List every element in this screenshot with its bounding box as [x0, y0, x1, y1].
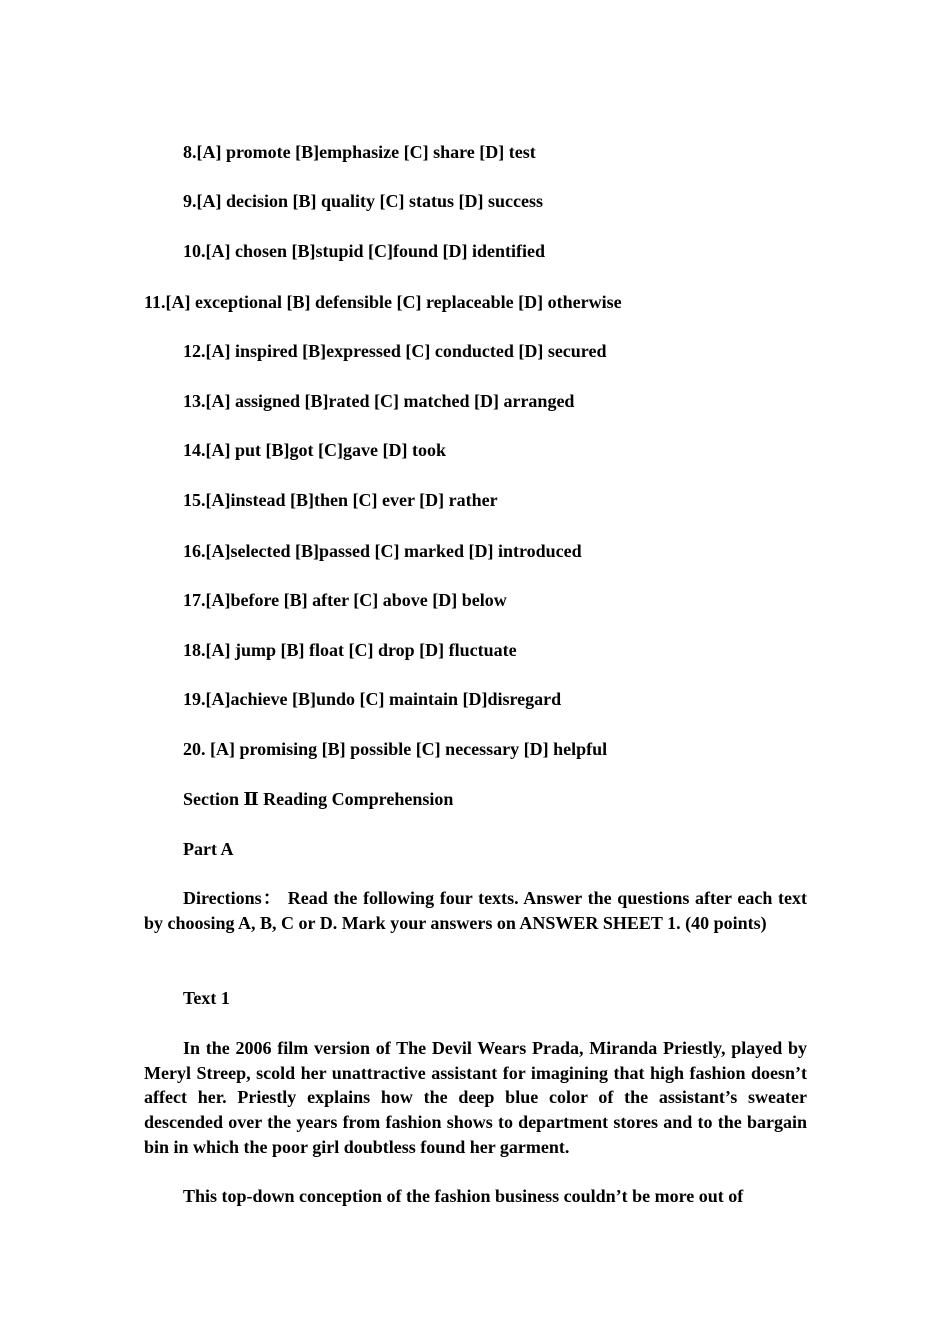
option-line-10: 10.[A] chosen [B]stupid [C]found [D] identified: [183, 241, 546, 261]
directions-text: Directions： Read the following four texts. Answer the questions after each text by choosing A, B, C or D. Mark your answers on ANSWER SHEET 1. (40 points): [144, 888, 807, 933]
part-heading: Part A: [183, 839, 234, 859]
option-line-17: 17.[A]before [B] after [C] above [D] below: [183, 590, 507, 610]
paragraph-2-text: This top-down conception of the fashion business couldn’t be more out of: [183, 1186, 744, 1206]
paragraph-1-text: In the 2006 film version of The Devil Wears Prada, Miranda Priestly, played by Meryl Streep, scold her unattractive assistant for imagining that high fashion doesn’t affect her. Priestly explains how the deep blue color of the assistant’s sweater descended over the years from fashion shows to department stores and to the bargain bin in which the poor girl doubtless found her garment.: [144, 1038, 807, 1157]
text-heading: Text 1: [183, 988, 230, 1008]
section-heading: Section Ⅱ Reading Comprehension: [183, 789, 454, 809]
option-line-16: 16.[A]selected [B]passed [C] marked [D] introduced: [183, 541, 582, 561]
option-line-20: 20. [A] promising [B] possible [C] necessary [D] helpful: [183, 739, 608, 759]
paragraph-1: [144, 1036, 807, 1160]
option-line-9: 9.[A] decision [B] quality [C] status [D] success: [183, 191, 543, 211]
option-line-18: 18.[A] jump [B] float [C] drop [D] fluctuate: [183, 640, 517, 660]
option-line-8: 8.[A] promote [B]emphasize [C] share [D] test: [183, 142, 536, 162]
option-line-15: 15.[A]instead [B]then [C] ever [D] rather: [183, 490, 498, 510]
option-line-14: 14.[A] put [B]got [C]gave [D] took: [183, 440, 446, 460]
option-line-19: 19.[A]achieve [B]undo [C] maintain [D]disregard: [183, 689, 562, 709]
option-line-12: 12.[A] inspired [B]expressed [C] conducted [D] secured: [183, 341, 607, 361]
directions-paragraph: [144, 886, 807, 935]
option-line-11: 11.[A] exceptional [B] defensible [C] replaceable [D] otherwise: [144, 292, 622, 312]
option-line-13: 13.[A] assigned [B]rated [C] matched [D] arranged: [183, 391, 575, 411]
paragraph-2: [144, 1184, 807, 1209]
